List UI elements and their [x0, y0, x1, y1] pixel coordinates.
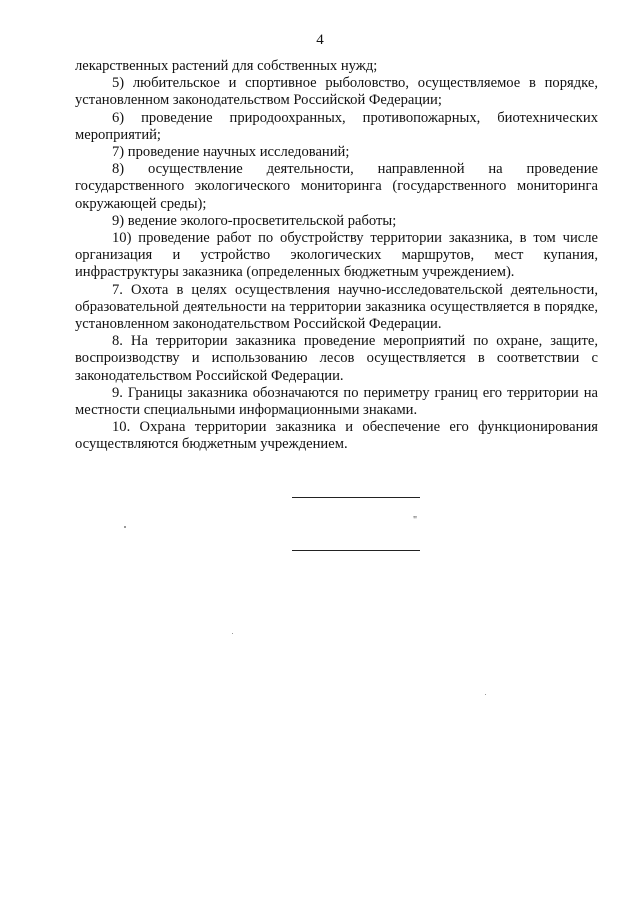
list-item-10: 10) проведение работ по обустройству территории заказника, в том числе организация и устройство экологических маршрутов, мест купания, инфраструктуры заказника (определенных бюджетным учреждением). [75, 230, 598, 281]
section-9-boundaries: 9. Границы заказника обозначаются по периметру границ его территории на местности специальными информационными знаками. [75, 384, 598, 419]
scan-speck [485, 694, 486, 695]
paragraph-continuation: лекарственных растений для собственных нужд; [75, 58, 378, 74]
document-body [75, 58, 598, 454]
section-8-forests: 8. На территории заказника проведение мероприятий по охране, защите, воспроизводству и использованию лесов осуществляется в соответствии с законодательством Российской Федерации. [75, 333, 598, 384]
scan-speck [232, 633, 233, 634]
separator-line-bottom [292, 550, 420, 551]
section-7-hunting: 7. Охота в целях осуществления научно-исследовательской деятельности, образовательной деятельности на территории заказника осуществляется в порядке, установленном законодательством Российской Федерации. [75, 281, 598, 333]
scan-speck [124, 526, 126, 528]
section-10-protection: 10. Охрана территории заказника и обеспечение его функционирования осуществляются бюджетным учреждением. [75, 419, 598, 453]
list-item-8: 8) осуществление деятельности, направленной на проведение государственного экологического мониторинга (государственного мониторинга окружающей среды); [75, 161, 598, 212]
list-item-9: 9) ведение эколого-просветительской работы; [112, 212, 397, 229]
page-number: 4 [316, 32, 324, 48]
quote-mark: " [413, 515, 418, 526]
list-item-5: 5) любительское и спортивное рыболовство, осуществляемое в порядке, установленном законодательством Российской Федерации; [75, 75, 598, 109]
list-item-6: 6) проведение природоохранных, противопожарных, биотехнических мероприятий; [75, 109, 598, 143]
list-item-7: 7) проведение научных исследований; [112, 144, 350, 161]
separator-line-top [292, 497, 420, 498]
